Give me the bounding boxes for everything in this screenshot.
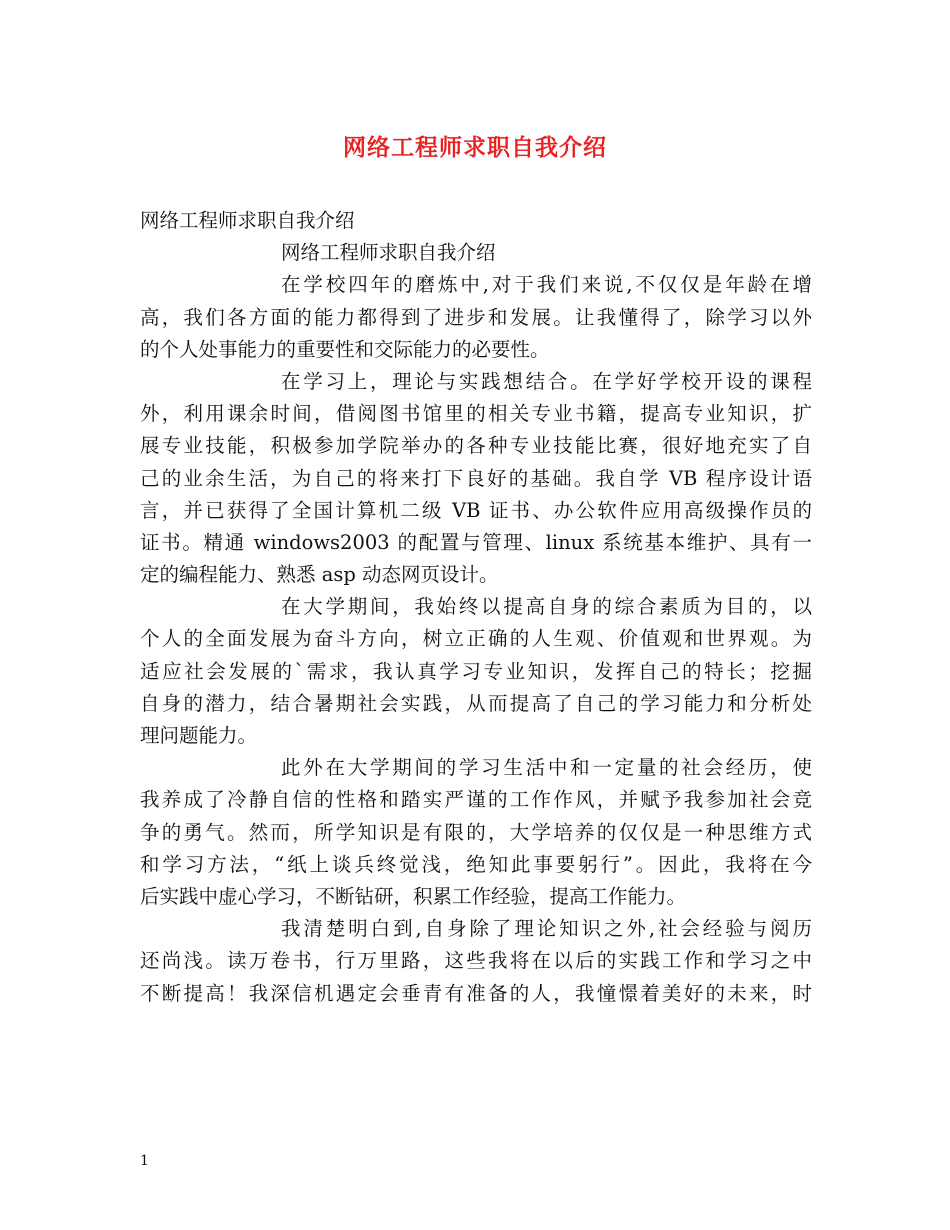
- paragraph-4-line-2: 我养成了冷静自信的性格和踏实严谨的工作作风，并赋予我参加社会竞: [140, 788, 812, 812]
- paragraph-3-line-5: 理问题能力。: [140, 724, 258, 747]
- paragraph-2-line-6: 证书。精通 windows2003 的配置与管理、linux 系统基本维护、具有一: [140, 530, 812, 554]
- paragraph-1-line-2: 高，我们各方面的能力都得到了进步和发展。让我懂得了，除学习以外: [140, 305, 812, 329]
- paragraph-5-line-1: 我清楚明白到,自身除了理论知识之外,社会经验与阅历: [281, 917, 812, 941]
- paragraph-3-line-2: 个人的全面发展为奋斗方向，树立正确的人生观、价值观和世界观。为: [140, 627, 812, 651]
- paragraph-2-line-2: 外，利用课余时间，借阅图书馆里的相关专业书籍，提高专业知识，扩: [140, 402, 812, 426]
- paragraph-3-line-3: 适应社会发展的`需求，我认真学习专业知识，发挥自己的特长；挖掘: [140, 659, 812, 683]
- document-body: [140, 205, 812, 1010]
- paragraph-2-line-7: 定的编程能力、熟悉 asp 动态网页设计。: [140, 563, 499, 587]
- paragraph-4-line-5: 后实践中虚心学习，不断钻研，积累工作经验，提高工作能力。: [140, 884, 687, 908]
- body-line-subheading: 网络工程师求职自我介绍: [281, 241, 496, 265]
- paragraph-4-line-4: 和学习方法，“纸上谈兵终觉浅，绝知此事要躬行”。因此，我将在今: [140, 852, 812, 876]
- paragraph-2-line-1: 在学习上，理论与实践想结合。在学好学校开设的课程: [281, 369, 812, 393]
- paragraph-3-line-1: 在大学期间，我始终以提高自身的综合素质为目的，以: [281, 595, 812, 619]
- page-number: 1: [140, 1153, 149, 1169]
- paragraph-5-line-2: 还尚浅。读万卷书，行万里路，这些我将在以后的实践工作和学习之中: [140, 949, 812, 973]
- document-title: 网络工程师求职自我介绍: [343, 134, 607, 161]
- paragraph-2-line-5: 言，并已获得了全国计算机二级 VB 证书、办公软件应用高级操作员的: [140, 498, 812, 522]
- paragraph-1-line-1: 在学校四年的磨炼中,对于我们来说,不仅仅是年龄在增: [281, 273, 812, 297]
- body-line-heading: 网络工程师求职自我介绍: [140, 209, 355, 232]
- paragraph-2-line-4: 己的业余生活，为自己的将来打下良好的基础。我自学 VB 程序设计语: [140, 466, 812, 490]
- paragraph-2-line-3: 展专业技能，积极参加学院举办的各种专业技能比赛，很好地充实了自: [140, 434, 812, 458]
- paragraph-5-line-3: 不断提高！我深信机遇定会垂青有准备的人，我憧憬着美好的未来，时: [140, 981, 812, 1005]
- paragraph-4-line-3: 争的勇气。然而，所学知识是有限的，大学培养的仅仅是一种思维方式: [140, 820, 812, 844]
- paragraph-3-line-4: 自身的潜力，结合暑期社会实践，从而提高了自己的学习能力和分析处: [140, 691, 812, 715]
- paragraph-1-line-3: 的个人处事能力的重要性和交际能力的必要性。: [140, 337, 550, 361]
- paragraph-4-line-1: 此外在大学期间的学习生活中和一定量的社会经历，使: [281, 756, 812, 780]
